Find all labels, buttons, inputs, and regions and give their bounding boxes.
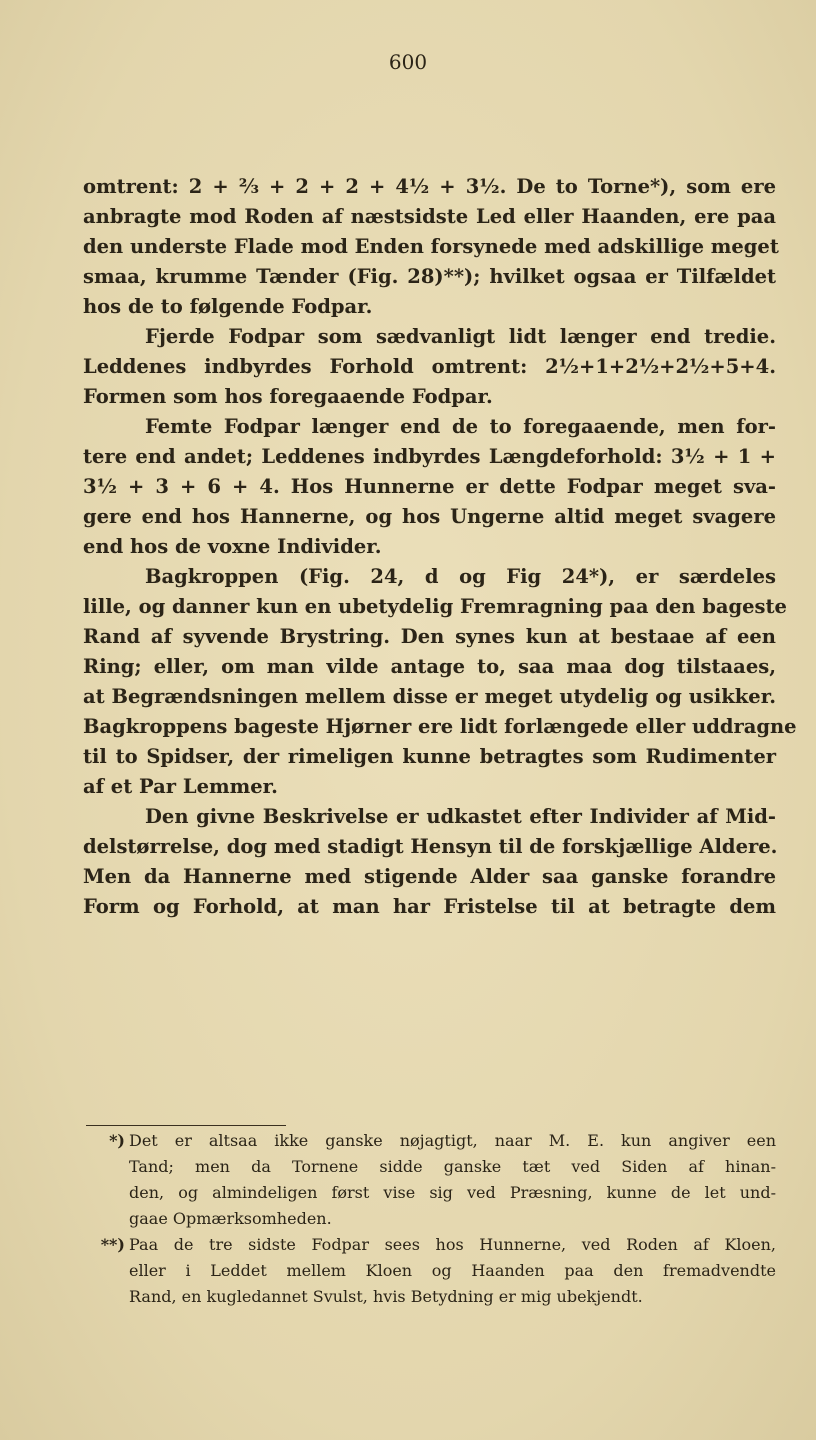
- text-line: tere end andet; Leddenes indbyrdes Længdeforhold: 3½ + 1 +: [83, 445, 776, 468]
- footnote-line: Tand; men da Tornene sidde ganske tæt ved Siden af hinan-: [129, 1157, 776, 1176]
- text-line: lille, og danner kun en ubetydelig Fremragning paa den bageste: [83, 595, 787, 618]
- text-line: Rand af syvende Brystring. Den synes kun at bestaae af een: [83, 625, 776, 648]
- paragraph-start-line: Fjerde Fodpar som sædvanligt lidt længer end tredie.: [145, 325, 776, 348]
- page-number: 600: [388, 50, 428, 74]
- footnotes: [83, 1128, 776, 1310]
- text-line: Ring; eller, om man vilde antage to, saa maa dog tilstaaes,: [83, 655, 776, 678]
- text-line: anbragte mod Roden af næstsidste Led eller Haanden, ere paa: [83, 205, 776, 228]
- footnote-line: den, og almindeligen først vise sig ved Præsning, kunne de let und-: [129, 1183, 776, 1202]
- body-text: [83, 172, 797, 922]
- text-line: Formen som hos foregaaende Fodpar.: [83, 385, 493, 408]
- paragraph-start-line: Femte Fodpar længer end de to foregaaende, men for-: [145, 415, 776, 438]
- footnote-mark: *): [109, 1131, 125, 1150]
- text-line: end hos de voxne Individer.: [83, 535, 382, 558]
- text-line: Men da Hannerne med stigende Alder saa ganske forandre: [83, 865, 776, 888]
- text-line: omtrent: 2 + ⅔ + 2 + 2 + 4½ + 3½. De to Torne*), som ere: [83, 175, 776, 198]
- text-line: delstørrelse, dog med stadigt Hensyn til de forskjællige Aldere.: [83, 835, 778, 858]
- footnote-line: Paa de tre sidste Fodpar sees hos Hunnerne, ved Roden af Kloen,: [129, 1235, 776, 1254]
- paragraph-start-line: Bagkroppen (Fig. 24, d og Fig 24*), er særdeles: [145, 565, 776, 588]
- footnote-line: Rand, en kugledannet Svulst, hvis Betydning er mig ubekjendt.: [129, 1287, 643, 1306]
- text-line: smaa, krumme Tænder (Fig. 28)**); hvilket ogsaa er Tilfældet: [83, 265, 776, 288]
- paragraph-start-line: Den givne Beskrivelse er udkastet efter Individer af Mid-: [145, 805, 776, 828]
- footnote-line: gaae Opmærksomheden.: [129, 1209, 332, 1228]
- text-line: den underste Flade mod Enden forsynede med adskillige meget: [83, 235, 779, 258]
- text-line: 3½ + 3 + 6 + 4. Hos Hunnerne er dette Fodpar meget sva-: [83, 475, 776, 498]
- footnote-mark: **): [100, 1235, 125, 1254]
- footnote-divider: [86, 1125, 286, 1126]
- text-line: af et Par Lemmer.: [83, 775, 278, 798]
- text-line: Form og Forhold, at man har Fristelse til at betragte dem: [83, 895, 776, 918]
- footnote: [83, 1232, 776, 1310]
- text-line: at Begrændsningen mellem disse er meget utydelig og usikker.: [83, 685, 776, 708]
- text-line: til to Spidser, der rimeligen kunne betragtes som Rudimenter: [83, 745, 776, 768]
- footnote-line: Det er altsaa ikke ganske nøjagtigt, naar M. E. kun angiver een: [129, 1131, 776, 1150]
- text-line: Leddenes indbyrdes Forhold omtrent: 2½+1+2½+2½+5+4.: [83, 355, 776, 378]
- footnote: [83, 1128, 776, 1232]
- text-line: gere end hos Hannerne, og hos Ungerne altid meget svagere: [83, 505, 776, 528]
- text-line: hos de to følgende Fodpar.: [83, 295, 373, 318]
- text-line: Bagkroppens bageste Hjørner ere lidt forlængede eller uddragne: [83, 715, 797, 738]
- footnote-line: eller i Leddet mellem Kloen og Haanden paa den fremadvendte: [129, 1261, 776, 1280]
